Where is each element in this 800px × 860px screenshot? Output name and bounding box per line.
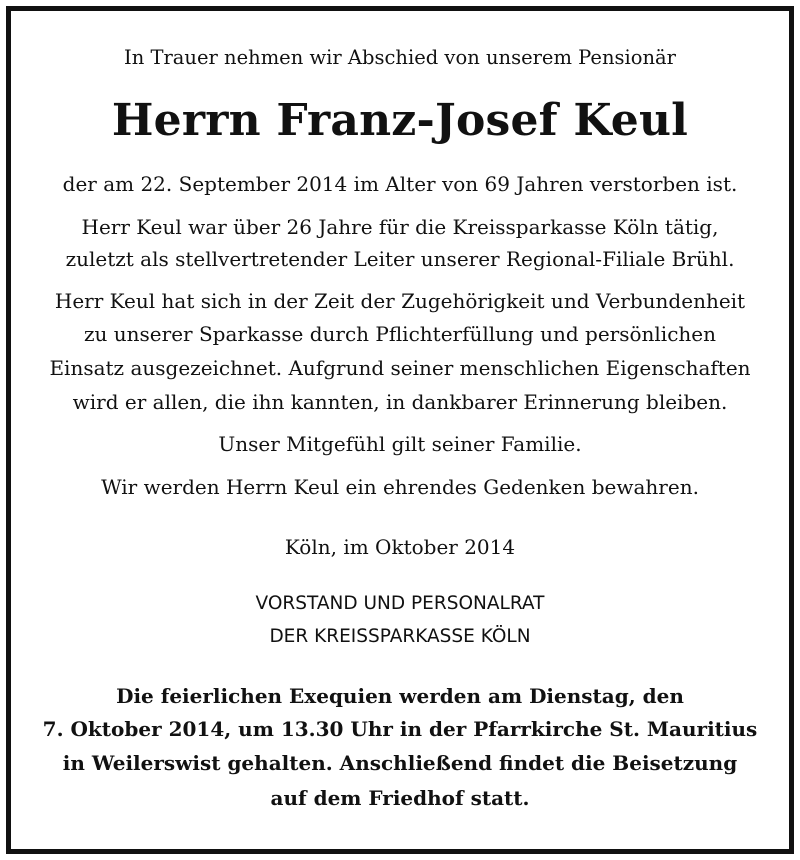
signatory-line: DER KREISSPARKASSE KÖLN xyxy=(269,626,531,647)
sympathy-line: Unser Mitgefühl gilt seiner Familie. xyxy=(218,432,582,456)
funeral-info-line: 7. Oktober 2014, um 13.30 Uhr in der Pfarrkirche St. Mauritius xyxy=(42,717,758,741)
tribute-line: Einsatz ausgezeichnet. Aufgrund seiner menschlichen Eigenschaften xyxy=(49,356,751,380)
intro-text: In Trauer nehmen wir Abschied von unserem Pensionär xyxy=(124,46,676,69)
remembrance-line: Wir werden Herrn Keul ein ehrendes Gedenken bewahren. xyxy=(101,475,699,499)
tribute-line: Herr Keul hat sich in der Zeit der Zugehörigkeit und Verbundenheit xyxy=(54,289,746,313)
funeral-info-line: auf dem Friedhof statt. xyxy=(270,786,530,810)
deceased-name: Herrn Franz-Josef Keul xyxy=(111,95,689,146)
death-date-line: der am 22. September 2014 im Alter von 69 Jahren verstorben ist. xyxy=(62,172,738,196)
career-line: zuletzt als stellvertretender Leiter unserer Regional-Filiale Brühl. xyxy=(65,247,735,271)
signatory-line: VORSTAND UND PERSONALRAT xyxy=(255,593,545,614)
tribute-line: wird er allen, die ihn kannten, in dankbarer Erinnerung bleiben. xyxy=(72,390,728,414)
place-date: Köln, im Oktober 2014 xyxy=(284,535,516,559)
funeral-info-line: Die feierlichen Exequien werden am Dienstag, den xyxy=(116,684,684,708)
career-line: Herr Keul war über 26 Jahre für die Kreissparkasse Köln tätig, xyxy=(81,215,719,239)
tribute-line: zu unserer Sparkasse durch Pflichterfüllung und persönlichen xyxy=(84,322,716,346)
funeral-info-line: in Weilerswist gehalten. Anschließend findet die Beisetzung xyxy=(62,751,738,775)
